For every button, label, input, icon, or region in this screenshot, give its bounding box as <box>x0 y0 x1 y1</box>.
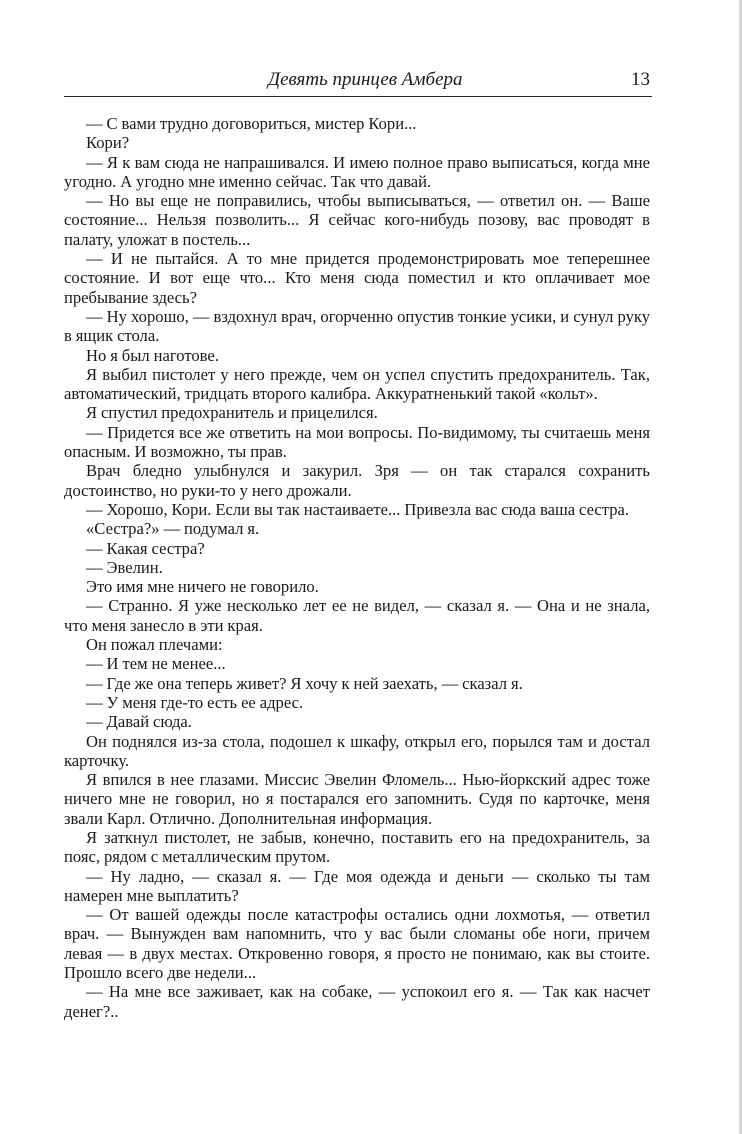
paragraph: — Я к вам сюда не напрашивался. И имею полное право выписаться, когда мне угодно. А угодно мне именно сейчас. Так что давай. <box>64 152 650 191</box>
paragraph: Это имя мне ничего не говорило. <box>86 577 319 597</box>
paragraph: Я впился в нее глазами. Миссис Эвелин Фломель... Нью-йоркский адрес тоже ничего мне не говорил, но я постарался его запомнить. Судя по карточке, меня звали Карл. Отлично. Дополнительная информация. <box>64 770 650 828</box>
paragraph: Я заткнул пистолет, не забыв, конечно, поставить его на предохранитель, за пояс, рядом с металлическим прутом. <box>64 827 650 867</box>
paragraph: — Но вы еще не поправились, чтобы выписываться, — ответил он. — Ваше состояние... Нельзя позволить... Я сейчас кого-нибудь позову, вас проводят в палату, уложат в постель... <box>64 191 650 249</box>
paragraph: — Где же она теперь живет? Я хочу к ней заехать, — сказал я. <box>86 673 523 693</box>
book-title: Девять принцев Амбера <box>268 69 463 90</box>
paragraph: — Странно. Я уже несколько лет ее не видел, — сказал я. — Она и не знала, что меня занесло в эти края. <box>64 596 650 635</box>
page-number: 13 <box>631 69 650 90</box>
paragraph: Я выбил пистолет у него прежде, чем он успел спустить предохранитель. Так, автоматический, тридцать второго калибра. Аккуратненький такой «кольт». <box>64 364 650 404</box>
paragraph: Но я был наготове. <box>86 345 219 365</box>
paragraph: — Придется все же ответить на мои вопросы. По-видимому, ты считаешь меня опасным. И возможно, ты прав. <box>64 422 650 462</box>
paragraph: — У меня где-то есть ее адрес. <box>86 692 304 712</box>
paragraph: — Какая сестра? <box>86 538 205 558</box>
running-header <box>64 66 652 97</box>
paragraph: Он пожал плечами: <box>86 635 223 655</box>
paragraph: Я спустил предохранитель и прицелился. <box>86 403 378 423</box>
paragraph: — Хорошо, Кори. Если вы так настаиваете... Привезла вас сюда ваша сестра. <box>86 499 630 519</box>
paragraph: — С вами трудно договориться, мистер Кори... <box>86 114 417 133</box>
paragraph: — И тем не менее... <box>86 654 226 674</box>
paragraph: — Эвелин. <box>86 557 163 577</box>
body-text <box>64 114 650 1021</box>
paragraph: Кори? <box>86 133 130 153</box>
paragraph: — От вашей одежды после катастрофы остались одни лохмотья, — ответил врач. — Вынужден вам напомнить, что у вас были сломаны обе ноги, причем левая — в двух местах. Откровенно говоря, я просто не понимаю, как вы стоите. Прошло всего две недели... <box>64 905 650 983</box>
paragraph: — Ну ладно, — сказал я. — Где моя одежда и деньги — сколько ты там намерен мне выплатить? <box>64 866 650 905</box>
paragraph: Он поднялся из-за стола, подошел к шкафу, открыл его, порылся там и достал карточку. <box>64 731 650 770</box>
paragraph: — Ну хорошо, — вздохнул врач, огорченно опустив тонкие усики, и сунул руку в ящик стола. <box>64 306 650 346</box>
paragraph: — И не пытайся. А то мне придется продемонстрировать мое теперешнее состояние. И вот еще что... Кто меня сюда поместил и кто оплачивает мое пребывание здесь? <box>64 249 650 307</box>
paragraph: «Сестра?» — подумал я. <box>86 519 260 539</box>
paragraph: Врач бледно улыбнулся и закурил. Зря — он так старался сохранить достоинство, но руки-то у него дрожали. <box>64 461 650 500</box>
paragraph: — На мне все заживает, как на собаке, — успокоил его я. — Так как насчет денег?.. <box>64 982 650 1021</box>
paragraph: — Давай сюда. <box>86 712 192 732</box>
